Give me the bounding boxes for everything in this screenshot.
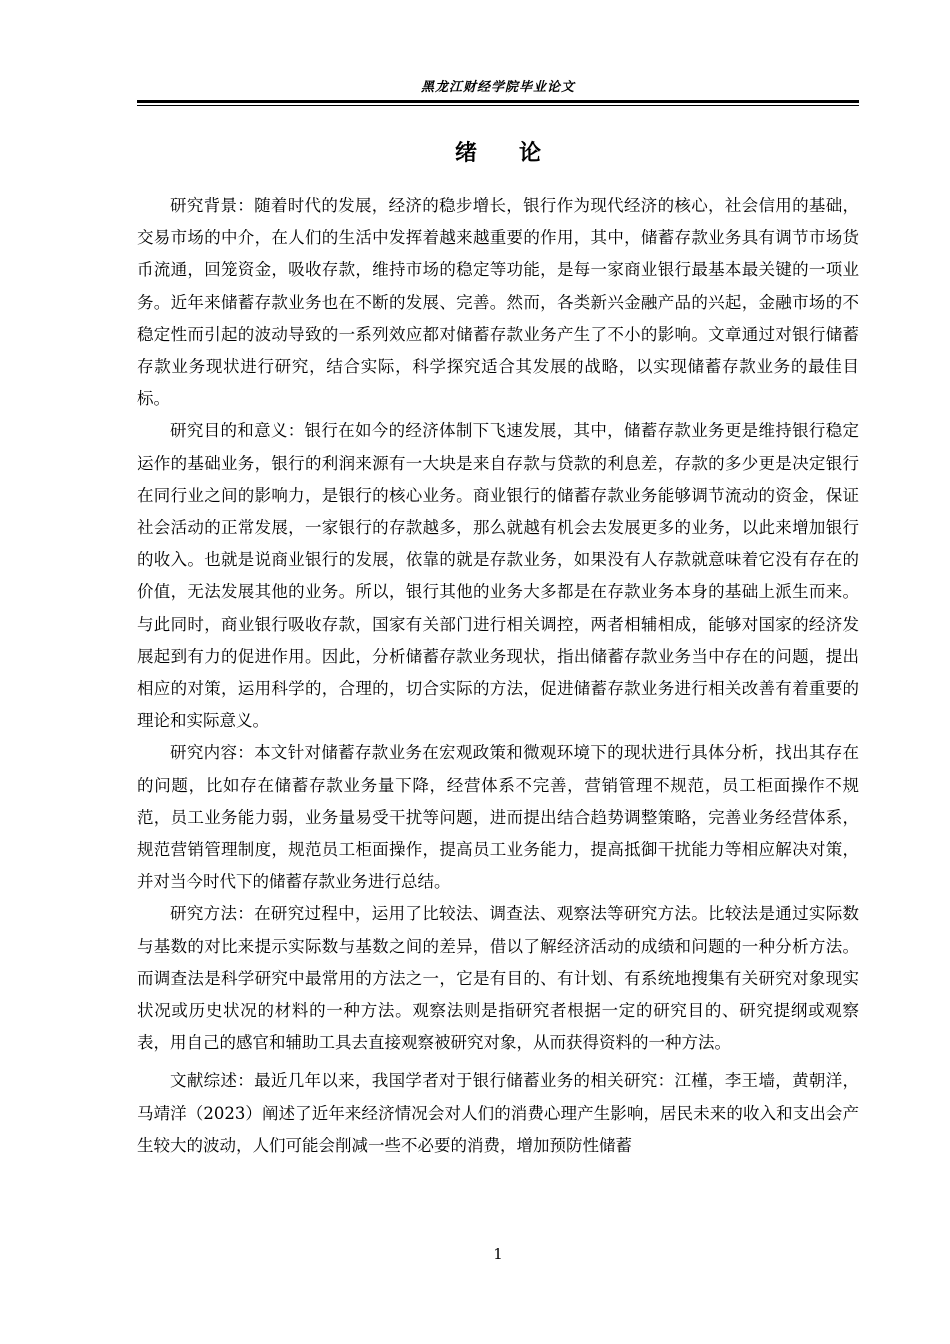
page-number: 1 (493, 1245, 503, 1263)
paragraph-literature-review: 文献综述：最近几年以来，我国学者对于银行储蓄业务的相关研究：江槿，李王墙，黄朝洋，马靖洋（2023）阐述了近年来经济情况会对人们的消费心理产生影响，居民未来的收入和支出会产生较大的波动，人们可能会削减一些不必要的消费，增加预防性储蓄 (137, 1071, 859, 1155)
paragraph-content: 研究内容：本文针对储蓄存款业务在宏观政策和微观环境下的现状进行具体分析，找出其存在的问题，比如存在储蓄存款业务量下降，经营体系不完善，营销管理不规范，员工柜面操作不规范，员工业务能力弱，业务量易受干扰等问题，进而提出结合趋势调整策略，完善业务经营体系，规范营销管理制度，规范员工柜面操作，提高员工业务能力，提高抵御干扰能力等相应解决对策，并对当今时代下的储蓄存款业务进行总结。 (137, 743, 859, 892)
paragraph-purpose: 研究目的和意义：银行在如今的经济体制下飞速发展，其中，储蓄存款业务更是维持银行稳定运作的基础业务，银行的利润来源有一大块是来自存款与贷款的利息差，存款的多少更是决定银行在同行业之间的影响力，是银行的核心业务。商业银行的储蓄存款业务能够调节流动的资金，保证社会活动的正常发展，一家银行的存款越多，那么就越有机会去发展更多的业务，以此来增加银行的收入。也就是说商业银行的发展，依靠的就是存款业务，如果没有人存款就意味着它没有存在的价值，无法发展其他的业务。所以，银行其他的业务大多都是在存款业务本身的基础上派生而来。与此同时，商业银行吸收存款，国家有关部门进行相关调控，两者相辅相成，能够对国家的经济发展起到有力的促进作用。因此，分析储蓄存款业务现状，指出储蓄存款业务当中存在的问题，提出相应的对策，运用科学的，合理的，切合实际的方法，促进储蓄存款业务进行相关改善有着重要的理论和实际意义。 (137, 421, 859, 731)
header-rule-thin (137, 105, 859, 106)
body-text (137, 190, 859, 1162)
page-header-title: 黑龙江财经学院毕业论文 (420, 80, 575, 95)
header-rule-thick (137, 100, 859, 103)
paragraph-methods: 研究方法：在研究过程中，运用了比较法、调查法、观察法等研究方法。比较法是通过实际数与基数的对比来提示实际数与基数之间的差异，借以了解经济活动的成绩和问题的一种分析方法。而调查法是科学研究中最常用的方法之一，它是有目的、有计划、有系统地搜集有关研究对象现实状况或历史状况的材料的一种方法。观察法则是指研究者根据一定的研究目的、研究提纲或观察表，用自己的感官和辅助工具去直接观察被研究对象，从而获得资料的一种方法。 (137, 904, 859, 1053)
chapter-title: 绪论 (454, 140, 583, 166)
paragraph-background: 研究背景：随着时代的发展，经济的稳步增长，银行作为现代经济的核心，社会信用的基础，交易市场的中介，在人们的生活中发挥着越来越重要的作用，其中，储蓄存款业务具有调节市场货币流通，回笼资金，吸收存款，维持市场的稳定等功能，是每一家商业银行最基本最关键的一项业务。近年来储蓄存款业务也在不断的发展、完善。然而，各类新兴金融产品的兴起，金融市场的不稳定性而引起的波动导致的一系列效应都对储蓄存款业务产生了不小的影响。文章通过对银行储蓄存款业务现状进行研究，结合实际，科学探究适合其发展的战略，以实现储蓄存款业务的最佳目标。 (137, 196, 859, 409)
